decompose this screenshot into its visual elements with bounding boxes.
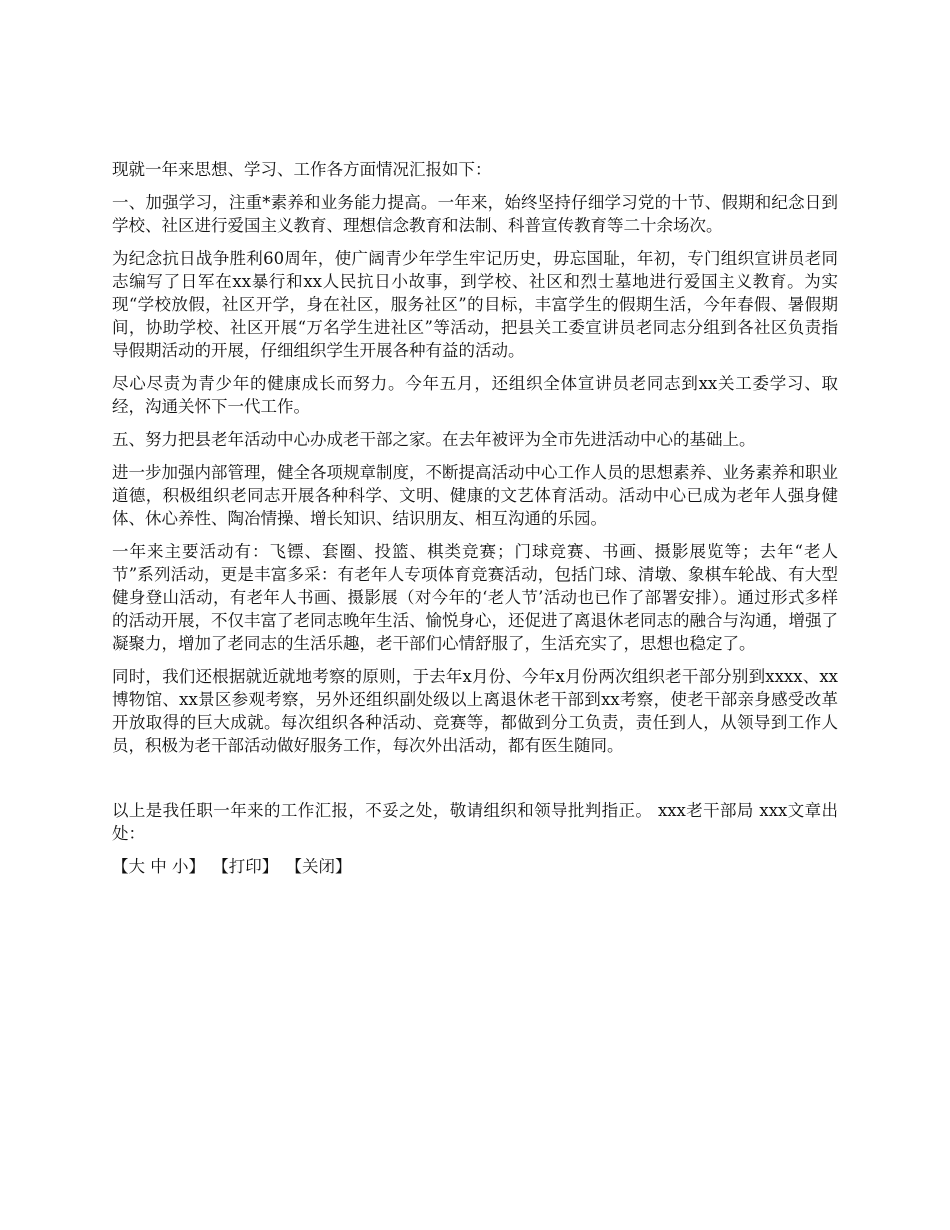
font-size-links[interactable]: 【大 中 小】	[112, 857, 205, 876]
spacer	[112, 767, 838, 799]
paragraph-activity-center: 五、努力把县老年活动中心办成老干部之家。在去年被评为全市先进活动中心的基础上。	[112, 430, 756, 449]
paragraph-closing: 以上是我任职一年来的工作汇报，不妥之处，敬请组织和领导批判指正。 xxx老干部局 xxx文章出处：	[112, 801, 838, 843]
paragraph-management: 进一步加强内部管理，健全各项规章制度，不断提高活动中心工作人员的思想素养、业务素养和职业道德，积极组织老同志开展各种科学、文明、健康的文艺体育活动。活动中心已成为老年人强身健体、休心养性、陶冶情操、增长知识、结识朋友、相互沟通的乐园。	[112, 463, 838, 528]
document-body	[112, 158, 838, 878]
article-controls	[112, 855, 838, 878]
paragraph-study: 一、加强学习，注重*素养和业务能力提高。一年来，始终坚持仔细学习党的十节、假期和纪念日到学校、社区进行爱国主义教育、理想信念教育和法制、科普宣传教育等二十余场次。	[112, 193, 838, 235]
paragraph-anniversary: 为纪念抗日战争胜利60周年，使广阔青少年学生牢记历史，毋忘国耻，年初，专门组织宣讲员老同志编写了日军在xx暴行和xx人民抗日小故事，到学校、社区和烈士墓地进行爱国主义教育。为实现“学校放假，社区开学，身在社区，服务社区”的目标，丰富学生的假期生活，今年春假、暑假期间，协助学校、社区开展“万名学生进社区”等活动，把县关工委宣讲员老同志分组到各社区负责指导假期活动的开展，仔细组织学生开展各种有益的活动。	[112, 249, 838, 360]
paragraph-youth: 尽心尽责为青少年的健康成长而努力。今年五月，还组织全体宣讲员老同志到xx关工委学习、取经，沟通关怀下一代工作。	[112, 374, 838, 416]
paragraph-inspection: 同时，我们还根据就近就地考察的原则，于去年x月份、今年x月份两次组织老干部分别到xxxx、xx博物馆、xx景区参观考察，另外还组织副处级以上离退休老干部到xx考察，使老干部亲身感受改革开放取得的巨大成就。每次组织各种活动、竞赛等，都做到分工负责，责任到人，从领导到工作人员，积极为老干部活动做好服务工作，每次外出活动，都有医生随同。	[112, 667, 838, 755]
print-link[interactable]: 【打印】	[212, 857, 279, 876]
paragraph-activities: 一年来主要活动有：飞镖、套圈、投篮、棋类竞赛；门球竞赛、书画、摄影展览等；去年“老人节”系列活动，更是丰富多采：有老年人专项体育竞赛活动，包括门球、清墩、象棋车轮战、有大型健身登山活动，有老年人书画、摄影展（对今年的‘老人节’活动也已作了部署安排）。通过形式多样的活动开展，不仅丰富了老同志晚年生活、愉悦身心，还促进了离退休老同志的融合与沟通，增强了凝聚力，增加了老同志的生活乐趣，老干部们心情舒服了，生活充实了，思想也稳定了。	[112, 542, 838, 653]
paragraph-intro: 现就一年来思想、学习、工作各方面情况汇报如下：	[112, 160, 492, 179]
close-link[interactable]: 【关闭】	[285, 857, 352, 876]
